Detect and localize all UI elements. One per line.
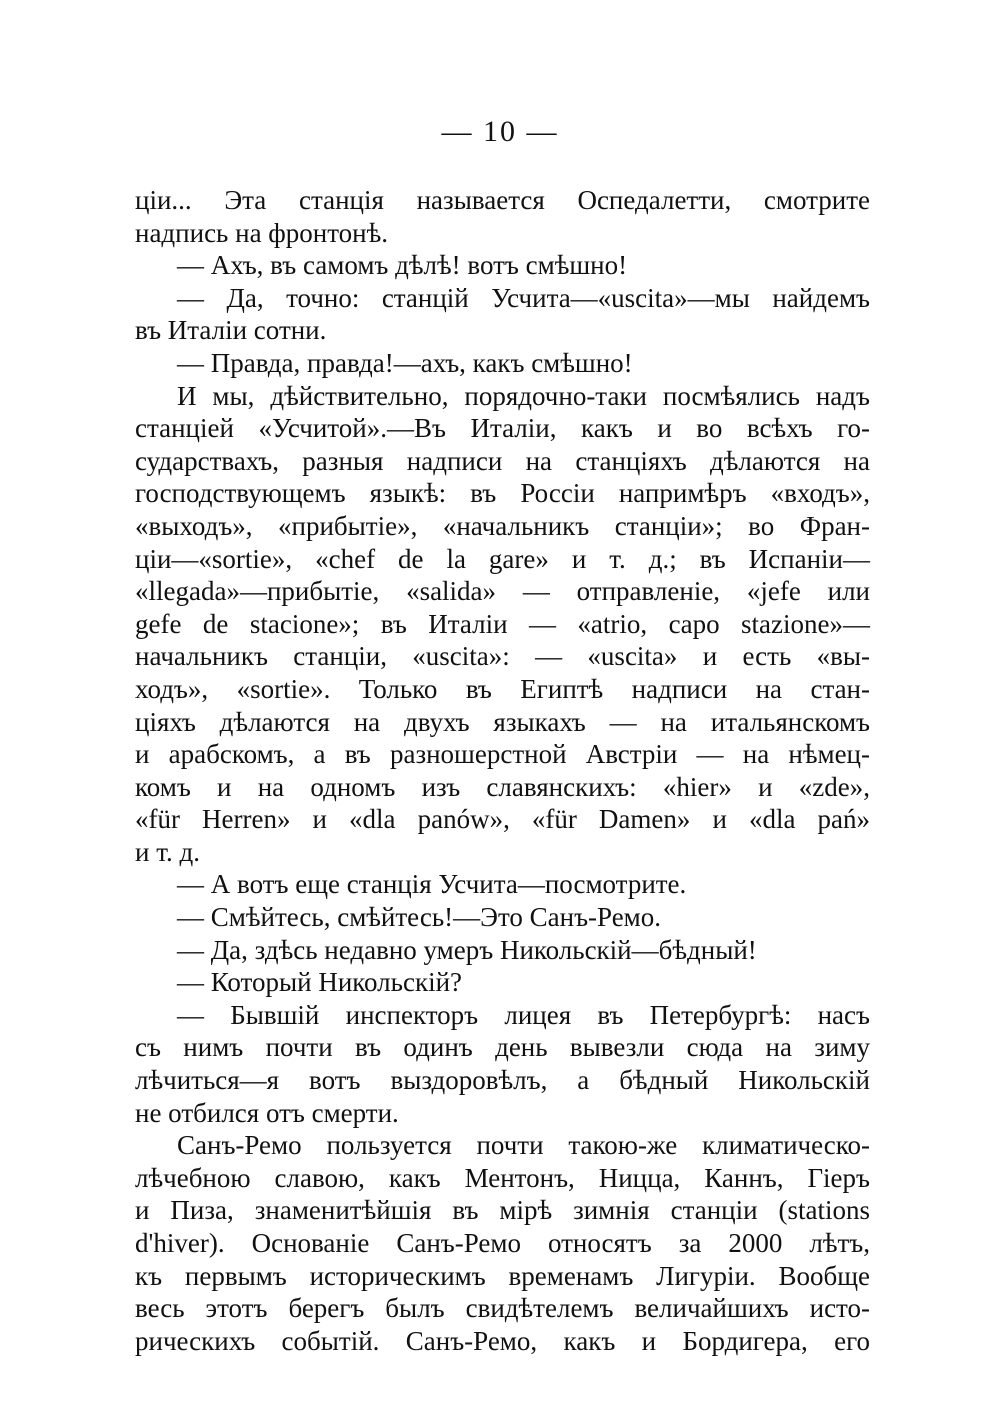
text-line: господствующемъ языкѣ: въ Россіи напримѣръ «входъ»,	[135, 478, 870, 509]
text-line: и Пиза, знаменитѣйшія въ мірѣ зимнія станціи (stations	[135, 1195, 870, 1226]
text-line: — Который Никольскій?	[177, 967, 463, 998]
text-line: ціи—«sortie», «chef de la gare» и т. д.; въ Испаніи—	[135, 543, 870, 574]
text-line: комъ и на одномъ изъ славянскихъ: «hier» и «zde»,	[135, 771, 870, 802]
text-line: И мы, дѣйствительно, порядочно-таки посмѣялись надъ	[177, 380, 870, 411]
text-line: ходъ», «sortie». Только въ Египтѣ надписи на стан-	[135, 673, 870, 704]
text-line: — Да, здѣсь недавно умеръ Никольскій—бѣдный!	[177, 934, 757, 965]
text-line: ціяхъ дѣлаются на двухъ языкахъ — на итальянскомъ	[135, 706, 870, 737]
text-line: съ нимъ почти въ одинъ день вывезли сюда на зиму	[135, 1032, 870, 1063]
text-line: ціи... Эта станція называется Оспедалетти, смотрите	[135, 185, 870, 215]
text-line: — А вотъ еще станція Усчита—посмотрите.	[177, 869, 687, 900]
text-line: лѣчиться—я вотъ выздоровѣлъ, а бѣдный Никольскій	[135, 1065, 870, 1096]
text-line: — Да, точно: станцій Усчита—«uscita»—мы найдемъ	[177, 282, 870, 313]
text-line: и т. д.	[135, 836, 200, 867]
text-line: — Бывшій инспекторъ лицея въ Петербургѣ: насъ	[177, 999, 870, 1030]
text-line: «für Herren» и «dla panów», «für Damen» и «dla pań»	[135, 804, 870, 835]
text-line: и арабскомъ, а въ разношерстной Австріи — на нѣмец-	[135, 739, 870, 770]
text-line: Санъ-Ремо пользуется почти такою-же климатическо-	[177, 1130, 870, 1161]
text-line: станціей «Усчитой».—Въ Италіи, какъ и во всѣхъ го-	[135, 413, 870, 444]
text-line: въ Италіи сотни.	[135, 315, 327, 346]
text-line: къ первымъ историческимъ временамъ Лигуріи. Вообще	[135, 1260, 870, 1291]
text-line: надпись на фронтонѣ.	[135, 217, 389, 248]
text-line: сударствахъ, разныя надписи на станціяхъ дѣлаются на	[135, 445, 870, 476]
body-text	[135, 184, 870, 1357]
text-line: не отбился отъ смерти.	[135, 1097, 399, 1128]
text-line: — Смѣйтесь, смѣйтесь!—Это Санъ-Ремо.	[177, 902, 662, 933]
text-line: весь этотъ берегъ былъ свидѣтелемъ величайшихъ исто-	[135, 1293, 870, 1324]
text-line: d'hiver). Основаніе Санъ-Ремо относятъ за 2000 лѣтъ,	[135, 1228, 870, 1258]
text-line: — Ахъ, въ самомъ дѣлѣ! вотъ смѣшно!	[177, 250, 628, 281]
text-line: — Правда, правда!—ахъ, какъ смѣшно!	[177, 347, 633, 378]
text-line: лѣчебною славою, какъ Ментонъ, Ницца, Каннъ, Гіеръ	[135, 1162, 870, 1193]
text-line: рическихъ событій. Санъ-Ремо, какъ и Бордигера, его	[135, 1325, 870, 1356]
text-line: «llegada»—прибытіе, «salida» — отправленіе, «jefe или	[135, 576, 870, 607]
page-number: — 10 —	[441, 115, 559, 148]
text-line: начальникъ станціи, «uscita»: — «uscita» и есть «вы-	[135, 641, 870, 672]
text-line: gefe de stacione»; въ Италіи — «atrio, capo stazione»—	[135, 608, 870, 639]
text-line: «выходъ», «прибытіе», «начальникъ станціи»; во Фран-	[135, 510, 870, 541]
